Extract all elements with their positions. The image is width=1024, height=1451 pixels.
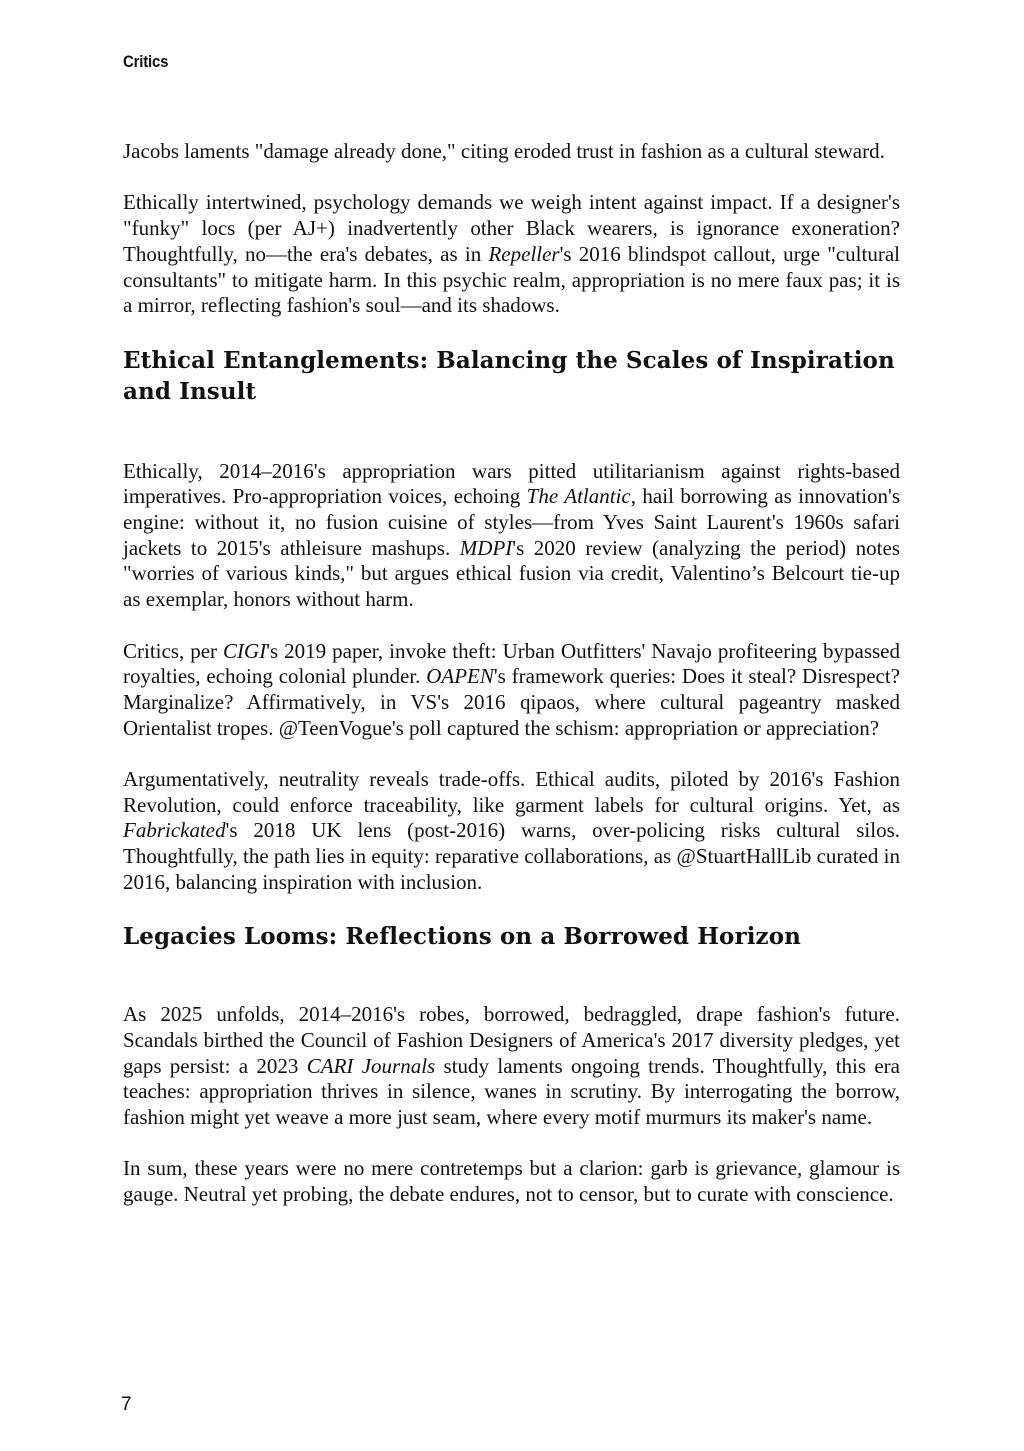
publication-title: OAPEN xyxy=(426,664,494,689)
publication-title: CIGI xyxy=(223,638,267,663)
paragraph: Jacobs laments "damage already done," citing eroded trust in fashion as a cultural steward. xyxy=(123,139,885,163)
section-heading: Ethical Entanglements: Balancing the Scales of Inspiration and Insult xyxy=(123,346,895,405)
page-body xyxy=(123,139,900,1234)
publication-title: Repeller xyxy=(488,241,560,266)
page-number: 7 xyxy=(121,1394,132,1415)
publication-title: CARI Journals xyxy=(306,1053,436,1078)
running-header: Critics xyxy=(123,52,169,71)
publication-title: Fabrickated xyxy=(123,818,226,843)
paragraph: Ethically intertwined, psychology demands we weigh intent against impact. If a designer's "funky" locs (per AJ+) inadvertently other Black wearers, is ignorance exoneration? Thoughtfully, no—the era's debates, as in Repeller's 2016 blindspot callout, urge "cultural consultants" to mitigate harm. In this psychic realm, appropriation is no mere faux pas; it is a mirror, reflecting fashion's soul—and its shadows. xyxy=(123,190,900,318)
paragraph: Critics, per CIGI's 2019 paper, invoke theft: Urban Outfitters' Navajo profiteering bypassed royalties, echoing colonial plunder. OAPEN's framework queries: Does it steal? Disrespect? Marginalize? Affirmatively, in VS's 2016 qipaos, where cultural pageantry masked Orientalist tropes. @TeenVogue's poll captured the schism: appropriation or appreciation? xyxy=(123,638,900,740)
paragraph: In sum, these years were no mere contretemps but a clarion: garb is grievance, glamour is gauge. Neutral yet probing, the debate endures, not to censor, but to curate with conscience. xyxy=(123,1156,900,1207)
publication-title: MDPI xyxy=(459,535,513,560)
paragraph: Ethically, 2014–2016's appropriation wars pitted utilitarianism against rights-based imperatives. Pro-appropriation voices, echoing The Atlantic, hail borrowing as innovation's engine: without it, no fusion cuisine of styles—from Yves Saint Laurent's 1960s safari jackets to 2015's athleisure mashups. MDPI's 2020 review (analyzing the period) notes "worries of various kinds," but argues ethical fusion via credit, Valentino’s Belcourt tie-up as exemplar, honors without harm. xyxy=(123,458,901,612)
paragraph: Argumentatively, neutrality reveals trade-offs. Ethical audits, piloted by 2016's Fashion Revolution, could enforce traceability, like garment labels for cultural origins. Yet, as Fabrickated's 2018 UK lens (post-2016) warns, over-policing risks cultural silos. Thoughtfully, the path lies in equity: reparative collaborations, as @StuartHallLib curated in 2016, balancing inspiration with inclusion. xyxy=(123,767,900,894)
section-heading: Legacies Looms: Reflections on a Borrowed Horizon xyxy=(123,923,801,951)
publication-title: The Atlantic xyxy=(526,484,631,509)
paragraph: As 2025 unfolds, 2014–2016's robes, borrowed, bedraggled, drape fashion's future. Scandals birthed the Council of Fashion Designers of America's 2017 diversity pledges, yet gaps persist: a 2023 CARI Journals study laments ongoing trends. Thoughtfully, this era teaches: appropriation thrives in silence, wanes in scrutiny. By interrogating the borrow, fashion might yet weave a more just seam, where every motif murmurs its maker's name. xyxy=(123,1002,900,1130)
